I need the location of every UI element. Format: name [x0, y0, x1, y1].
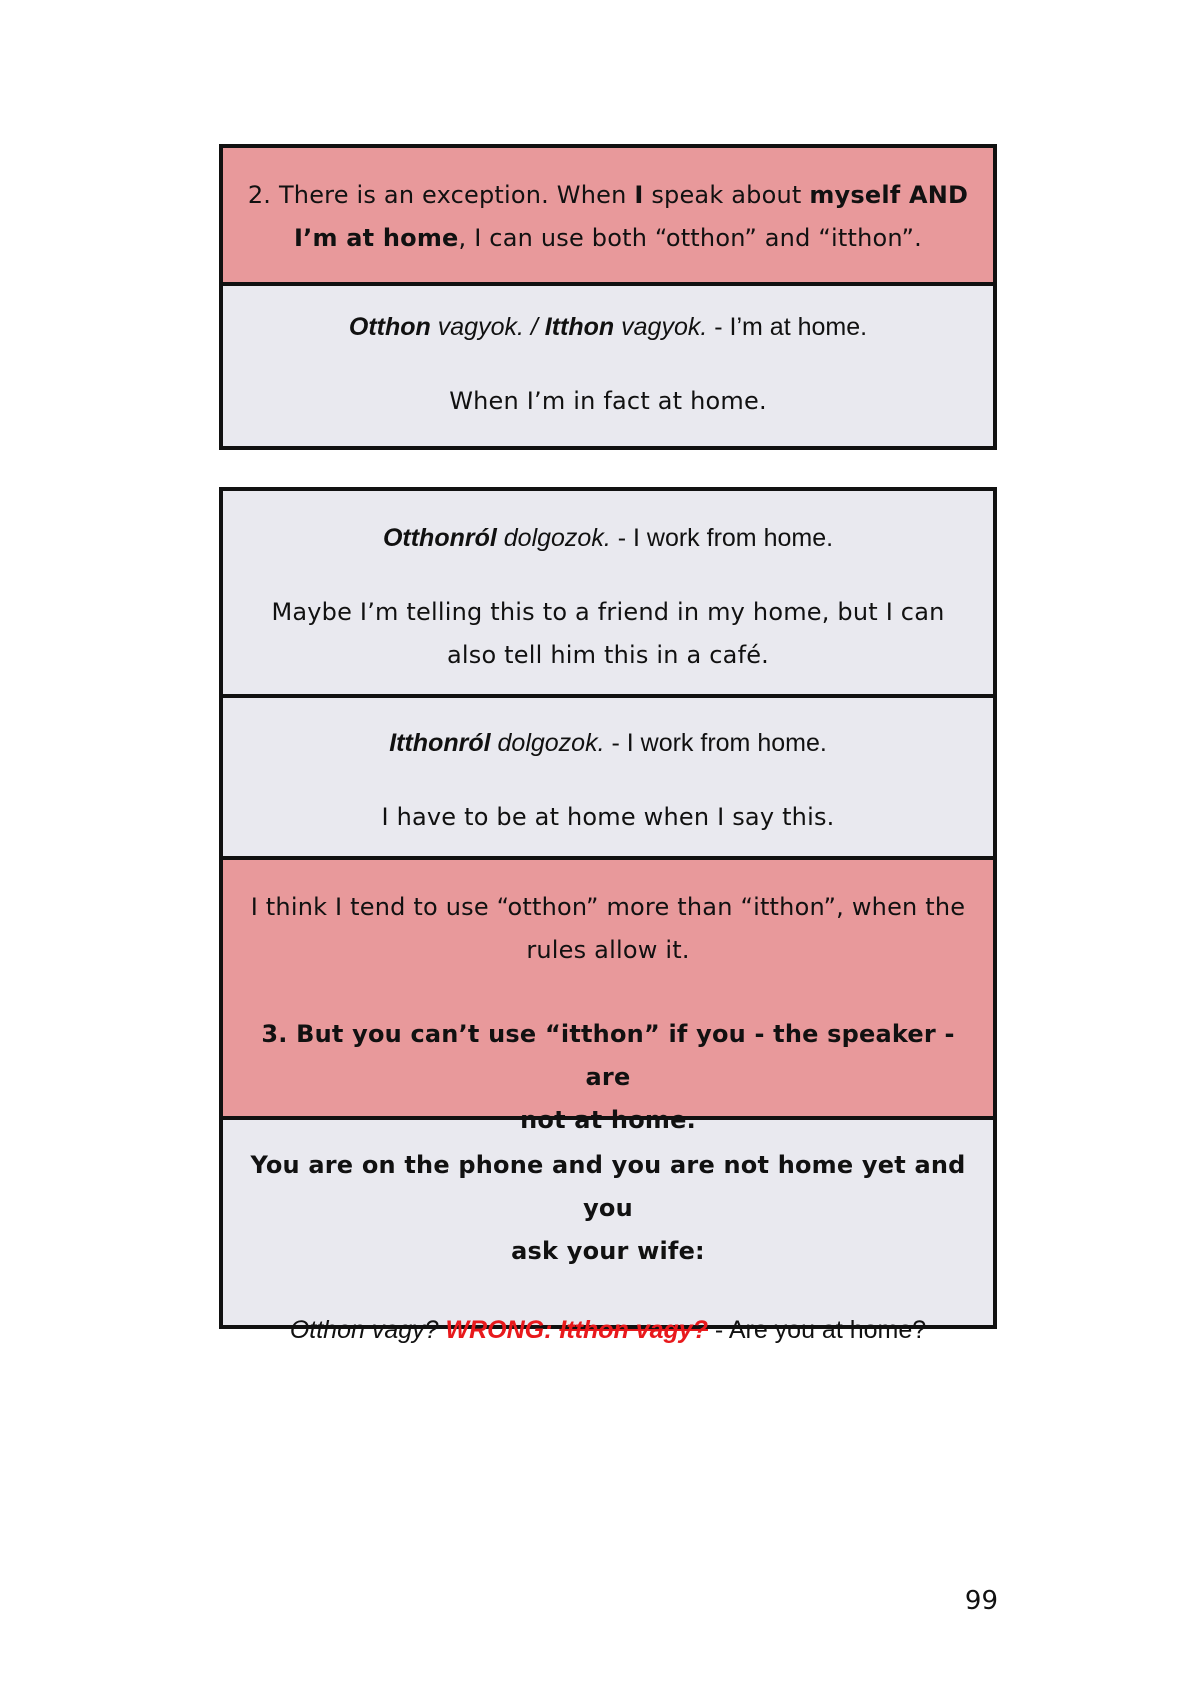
example-text: dolgozok.	[496, 524, 611, 552]
correct-question: Otthon vagy?	[289, 1316, 439, 1344]
phone-line-2: ask your wife:	[511, 1237, 705, 1265]
question-translation: - Are you at home?	[707, 1316, 927, 1344]
otthonrol-cell	[223, 491, 993, 694]
word-otthonrol: Otthonról	[382, 524, 497, 552]
rule-3-line-1: 3. But you can’t use “itthon” if you - the speaker - are	[261, 1020, 955, 1091]
example-text: vagyok.	[614, 313, 708, 341]
rule-2-bold-myself: myself AND	[809, 181, 969, 209]
itthonrol-sentence	[245, 722, 971, 765]
wrong-label: WRONG:	[445, 1316, 560, 1344]
itthonrol-cell	[223, 694, 993, 856]
phone-line-1: You are on the phone and you are not home yet and you	[250, 1151, 966, 1222]
rule-2-text: speak about	[643, 181, 810, 209]
otthon-itthon-example-cell	[223, 282, 993, 446]
rule-2-bold-i: I	[634, 181, 644, 209]
otthonrol-sentence	[245, 517, 971, 560]
itthonrol-note: I have to be at home when I say this.	[381, 803, 835, 831]
example-text: dolgozok.	[490, 729, 605, 757]
otthonrol-note-line-1: Maybe I’m telling this to a friend in my home, but I can	[271, 598, 945, 626]
preference-line-1: I think I tend to use “otthon” more than “itthon”, when the	[250, 893, 966, 921]
exception-box	[219, 144, 997, 450]
example-word-itthon: Itthon	[544, 313, 615, 341]
phone-example-cell	[223, 1116, 993, 1344]
example-note: When I’m in fact at home.	[449, 387, 767, 415]
example-sentence	[245, 306, 971, 349]
rule-2-line-1	[245, 174, 971, 217]
usage-box	[219, 487, 997, 1344]
rule-2-line-2	[245, 217, 971, 260]
example-translation: - I work from home.	[604, 729, 827, 757]
phone-question	[245, 1309, 971, 1352]
otthonrol-note-line-2: also tell him this in a café.	[446, 641, 770, 669]
rule-3-line-2: not at home.	[520, 1106, 696, 1134]
example-translation: - I’m at home.	[707, 313, 868, 341]
word-itthonrol: Itthonról	[389, 729, 491, 757]
rule-2-text: , I can use both “otthon” and “itthon”.	[458, 224, 922, 252]
rule-2-text: 2. There is an exception. When	[247, 181, 635, 209]
page-number: 99	[964, 1586, 998, 1616]
example-translation: - I work from home.	[610, 524, 834, 552]
preference-line-2: rules allow it.	[526, 936, 690, 964]
wrong-question: Itthon vagy?	[559, 1316, 708, 1344]
rule-2-bold-home: I’m at home	[294, 224, 459, 252]
rule-2-cell	[223, 148, 993, 282]
example-text: vagyok. /	[430, 313, 545, 341]
rule-3-cell	[223, 856, 993, 1134]
example-word-otthon: Otthon	[348, 313, 431, 341]
